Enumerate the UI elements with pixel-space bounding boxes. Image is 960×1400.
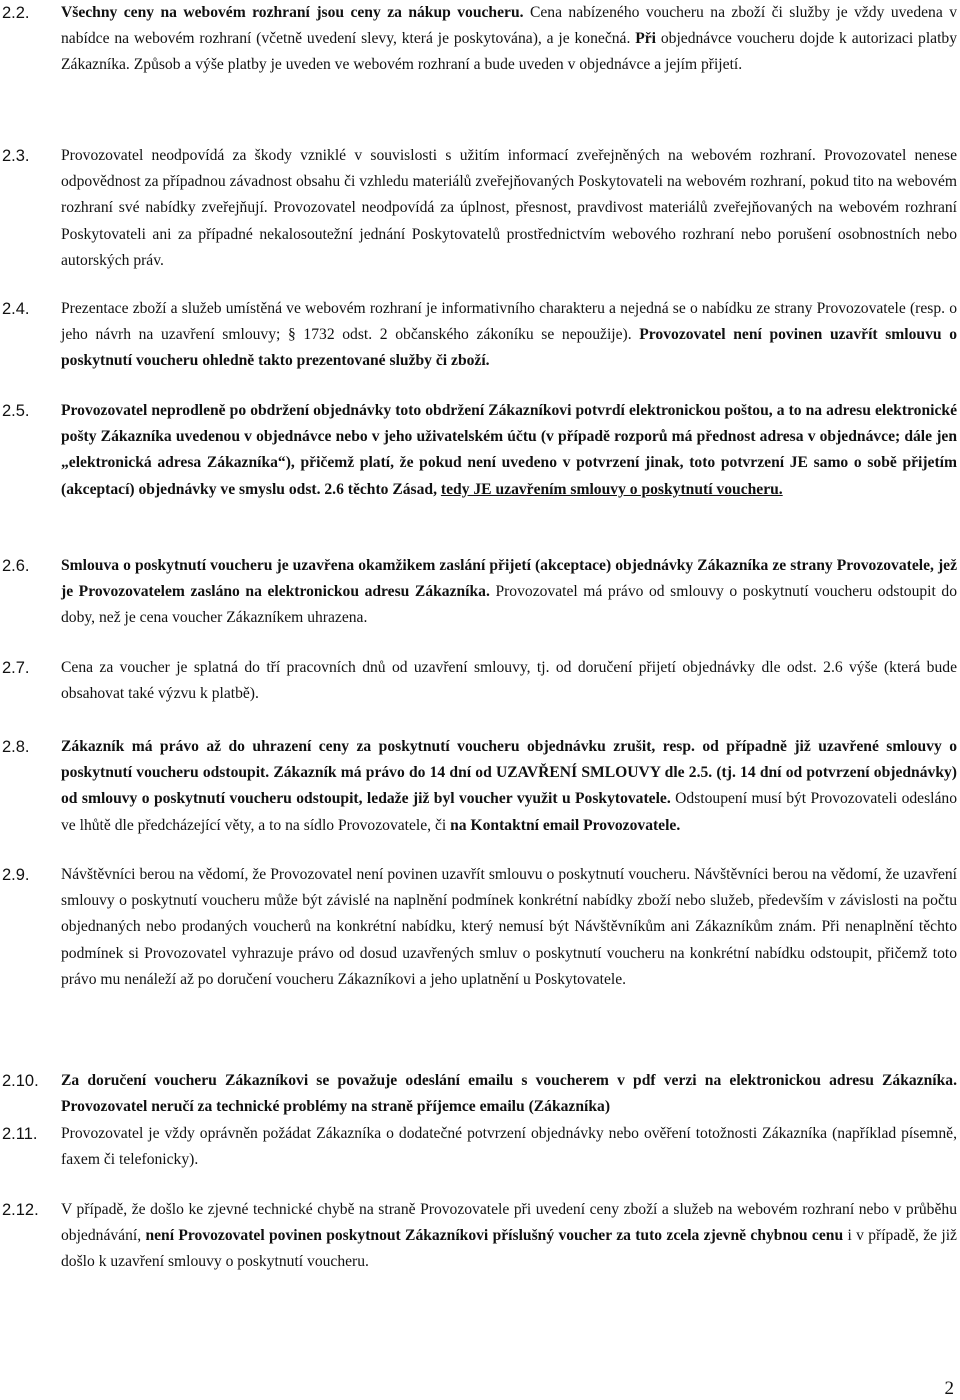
clause-text-segment: Provozovatel je vždy oprávněn požádat Zákazníka o dodatečné potvrzení objednávky nebo ověření totožnosti Zákazníka (například písemně, faxem či telefonicky). [61, 1125, 957, 1169]
clause-text-segment: tedy JE uzavřením smlouvy o poskytnutí voucheru. [440, 480, 783, 498]
clause-text-segment: Za doručení voucheru Zákazníkovi se považuje odeslání emailu s voucherem v pdf verzi na elektronickou adresu Zákazníka. Provozovatel neručí za technické problémy na straně příjemce emailu (Zákazníka) [61, 1072, 957, 1116]
clause-text-segment: objednávce voucheru dojde k autorizaci platby Zákazníka. [61, 30, 957, 74]
clause-text-segment: není Provozovatel povinen poskytnout Zákazníkovi příslušný voucher za tuto zcela zjevně chybnou cenu [145, 1227, 844, 1245]
clause-number: 2.12. [2, 1201, 39, 1219]
clause-number: 2.4. [2, 300, 30, 318]
clause-text-segment: V případě, že došlo ke zjevné technické chybě na straně Provozovatele při uvedení ceny zboží a služeb na webovém rozhraní nebo v průběhu objednávání, [61, 1201, 957, 1245]
clause-text-segment: Provozovatel neprodleně po obdržení objednávky toto obdržení Zákazníkovi potvrdí elektronickou poštou, a to na adresu elektronické pošty Zákazníka uvedenou v objednávce nebo v jeho uživatelském účtu (v případě rozporů má přednost adresa v objednávce; dále jen „elektronická adresa Zákazníka“), přičemž platí, že pokud není uvedeno v potvrzení jinak, toto potvrzení JE samo o sobě přijetím (akceptací) objednávky ve smyslu odst. 2.6 těchto Zásad, [61, 402, 957, 498]
clause-text [61, 0, 957, 79]
clause-text [61, 553, 957, 632]
clause-number: 2.2. [2, 4, 30, 22]
clause-text-segment: Provozovatel není povinen uzavřít smlouvu o poskytnutí voucheru ohledně takto prezentované služby či zboží. [61, 326, 958, 370]
clause-text-segment: Smlouva o poskytnutí voucheru je uzavřena okamžikem zaslání přijetí (akceptace) objednávky Zákazníka ze strany Provozovatele, jež je Provozovatelem zasláno na elektronickou adresu Zákazníka. [61, 557, 957, 601]
clause-text [61, 1197, 957, 1276]
clause-number: 2.10. [2, 1072, 39, 1090]
clause-text-segment: Provozovatel neodpovídá za škody vzniklé v souvislosti s užitím informací zveřejněných na webovém rozhraní. Provozovatel nenese odpovědnost za případnou závadnost obsahu či vzhledu materiálů zveřejňovaných Poskytovateli na webovém rozhraní, pokud tito na webovém rozhraní své nabídky zveřejňují. Provozovatel neodpovídá za úplnost, přesnost, pravdivost materiálů zveřejňovaných na webovém rozhraní Poskytovateli ani za případné nekalosoutežní jednání Poskytovatelů prostřednictvím webového rozhraní nebo porušení osobnostních nebo autorských práv. [61, 147, 957, 269]
clause-text-segment: Provozovatel má právo od smlouvy o poskytnutí voucheru odstoupit do doby, než je cena voucher Zákazníkem uhrazena. [61, 583, 957, 627]
clause-number: 2.6. [2, 557, 30, 575]
clause-text-segment: Cena nabízeného voucheru na zboží či služby je vždy uvedena v nabídce na webovém rozhraní (včetně uvedení slevy, která je poskytována), a je konečná. [61, 4, 957, 48]
clause-number: 2.7. [2, 659, 30, 677]
clause-text [61, 1068, 957, 1120]
clause-text [61, 143, 957, 274]
clause-text [61, 296, 957, 375]
clause-number: 2.11. [2, 1125, 38, 1143]
clause-text [61, 734, 957, 839]
clause-text-segment: Návštěvníci berou na vědomí, že Provozovatel není povinen uzavřít smlouvu o poskytnutí voucheru. Návštěvníci berou na vědomí, že uzavření smlouvy o poskytnutí voucheru může být závislé na naplnění podmínek konkrétní nabídky zboží nebo služeb, především v závislosti na počtu objednaných nebo prodaných voucherů na konkrétní nabídku, který nemusí být Návštěvníkům ani Zákazníkům znám. Při nenaplnění těchto podmínek si Provozovatel vyhrazuje právo od dosud uzavřených smluv o poskytnutí voucheru na konkrétní nabídku odstoupit, přičemž toto právo mu nenáleží až po doručení voucheru Zákazníkovi a jeho uplatnění u Poskytovatele. [61, 866, 957, 988]
clause-text [61, 655, 957, 707]
page-number: 2 [944, 1378, 954, 1399]
clause-text-segment: na Kontaktní email Provozovatele. [450, 816, 681, 834]
clause-text-segment: Při [630, 30, 656, 48]
clause-text-segment: Způsob a výše platby je uveden ve webovém rozhraní a bude uveden v objednávce a jejím přijetí. [129, 56, 743, 74]
clause-text-segment: Odstoupení musí být Provozovateli odesláno ve lhůtě dle předcházející věty, a to na sídlo Provozovatele, či [61, 790, 958, 834]
clause-text-segment: i v případě, že již došlo k uzavření smlouvy o poskytnutí voucheru. [61, 1227, 957, 1271]
clause-text-segment: Zákazník má právo až do uhrazení ceny za poskytnutí voucheru objednávku zrušit, resp. od případně již uzavřené smlouvy o poskytnutí voucheru odstoupit. Zákazník má právo do 14 dní od UZAVŘENÍ SMLOUVY dle 2.5. (tj. 14 dní od potvrzení objednávky) od smlouvy o poskytnutí voucheru odstoupit, ledaže již byl voucher využit u Poskytovatele. [61, 738, 957, 808]
clause-text [61, 1121, 957, 1173]
clause-text-segment: Prezentace zboží a služeb umístěná ve webovém rozhraní je informativního charakteru a nejedná se o nabídku ze strany Provozovatele (resp. o jeho návrh na uzavření smlouvy; § 1732 odst. 2 občanského zákoníku se nepoužije). [61, 300, 957, 344]
clause-text [61, 862, 957, 993]
clause-number: 2.5. [2, 402, 30, 420]
clause-number: 2.8. [2, 738, 30, 756]
clause-text-segment: Všechny ceny na webovém rozhraní jsou ceny za nákup voucheru. [61, 4, 524, 21]
clause-text-segment: Cena za voucher je splatná do tří pracovních dnů od uzavření smlouvy, tj. od doručení přijetí objednávky dle odst. 2.6 výše (která bude obsahovat také výzvu k platbě). [61, 659, 957, 703]
clause-text [61, 398, 957, 503]
clause-number: 2.3. [2, 147, 30, 165]
clause-number: 2.9. [2, 866, 30, 884]
